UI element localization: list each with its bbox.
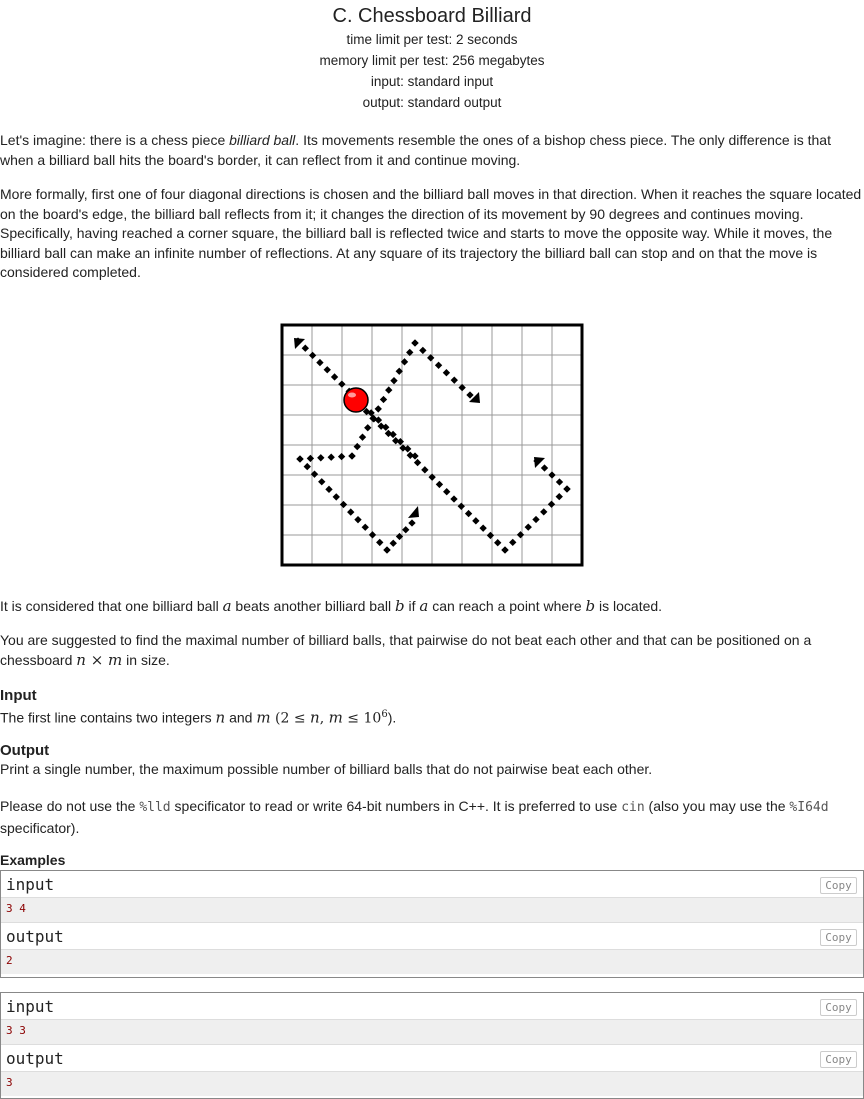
trajectory-dot: [304, 463, 311, 470]
output-label: output: [6, 927, 64, 946]
trajectory-dot: [309, 352, 316, 359]
trajectory-dot: [548, 501, 555, 508]
trajectory-dot: [465, 510, 472, 517]
trajectory-dot: [383, 546, 390, 553]
trajectory-dot: [348, 452, 355, 459]
var-a: a: [222, 597, 232, 615]
trajectory-dot: [369, 531, 376, 538]
example-output-header: [1, 1044, 863, 1072]
code-i64d: %I64d: [789, 800, 829, 815]
trajectory-dot: [541, 464, 548, 471]
board-size-math: n × m: [76, 650, 123, 669]
trajectory-dot: [324, 366, 331, 373]
var-n: n: [215, 708, 226, 727]
example-output-header: [1, 922, 863, 950]
trajectory-dot: [466, 391, 473, 398]
var-a: a: [419, 597, 429, 615]
trajectory-dot: [556, 478, 563, 485]
statement-paragraph-1: Let's imagine: there is a chess piece billiard ball. Its movements resemble the ones of a bishop chess piece. The only difference is that when a billiard ball hits the board's border, it can reflect from it and continue moving.: [0, 132, 831, 168]
trajectory-dot: [525, 523, 532, 530]
time-limit: time limit per test: 2 seconds: [346, 32, 518, 47]
var-m: m: [256, 708, 271, 727]
billiard-ball: [344, 388, 368, 412]
trajectory-dot: [375, 405, 382, 412]
trajectory-dot: [435, 362, 442, 369]
trajectory-dot: [380, 396, 387, 403]
trajectory-dot: [318, 478, 325, 485]
copy-button[interactable]: Copy: [820, 929, 857, 946]
trajectory-dot: [392, 437, 399, 444]
trajectory-dot: [354, 443, 361, 450]
trajectory-dot: [340, 501, 347, 508]
trajectory-dot: [316, 359, 323, 366]
examples-title: Examples: [0, 852, 66, 868]
trajectory-dot: [338, 380, 345, 387]
example-input-data: 3 4: [1, 898, 863, 922]
trajectory-dot: [359, 433, 366, 440]
billiard-ball-term: billiard ball: [229, 132, 296, 148]
trajectory-dot: [494, 539, 501, 546]
statement-paragraph-2: More formally, first one of four diagonal directions is chosen and the billiard ball moves in that direction. When it reaches the square located on the board's edge, the billiard ball reflects from it; it changes the direction of its movement by 90 degrees and continues moving. Specifically, having reached a corner square, the billiard ball is reflected twice and starts to move the opposite way. While it moves, the billiard ball can make an infinite number of reflections. At any square of its trajectory the billiard ball can stop and on that the move is considered completed.: [0, 186, 862, 280]
example-output-data: 3: [1, 1072, 863, 1096]
input-type: input: standard input: [370, 74, 494, 89]
trajectory-dot: [517, 531, 524, 538]
trajectory-dot: [333, 493, 340, 500]
input-section: [0, 686, 864, 729]
trajectory-dot: [458, 503, 465, 510]
trajectory-dot: [451, 376, 458, 383]
output-section: [0, 741, 864, 780]
trajectory-dot: [548, 471, 555, 478]
trajectory-dot: [328, 454, 335, 461]
trajectory-dot: [532, 516, 539, 523]
billiard-figure: [280, 323, 585, 569]
example-input-header: [1, 993, 863, 1020]
trajectory-dot: [540, 508, 547, 515]
trajectory-dot: [317, 454, 324, 461]
arrowhead-icon: [408, 506, 419, 518]
trajectory-dot: [563, 485, 570, 492]
var-b: b: [394, 597, 405, 615]
code-cin: cin: [621, 800, 645, 815]
trajectory-dot: [556, 493, 563, 500]
ball-highlight: [348, 393, 356, 398]
trajectory-dot: [364, 424, 371, 431]
code-lld: %lld: [139, 800, 171, 815]
specificator-note: Please do not use the %lld specificator to read or write 64-bit numbers in С++. It is preferred to use cin (also you may use the %I64d specificator).: [0, 798, 829, 836]
trajectory-dot: [414, 459, 421, 466]
trajectory-dot: [302, 345, 309, 352]
statement-paragraph-4: You are suggested to find the maximal number of billiard balls, that pairwise do not beat each other and that can be positioned on a chessboard n × m in size.: [0, 632, 812, 669]
output-type: output: standard output: [362, 95, 502, 110]
output-section-text: Print a single number, the maximum possible number of billiard balls that do not pairwise beat each other.: [0, 761, 653, 777]
trajectory-dot: [479, 524, 486, 531]
chessboard-diagram: [280, 323, 585, 569]
trajectory-dot: [354, 516, 361, 523]
problem-title: C. Chessboard Billiard: [332, 5, 532, 27]
input-label: input: [6, 875, 55, 894]
trajectory-dot: [509, 539, 516, 546]
trajectory-dot: [436, 481, 443, 488]
trajectory-dot: [338, 453, 345, 460]
trajectory-dot: [472, 517, 479, 524]
trajectory-dot: [501, 546, 508, 553]
trajectory-dot: [385, 386, 392, 393]
example-output-data: 2: [1, 950, 863, 974]
example-input-header: [1, 871, 863, 898]
trajectory-dot: [450, 495, 457, 502]
trajectory-dot: [331, 373, 338, 380]
input-label: input: [6, 997, 55, 1016]
trajectory-dot: [443, 369, 450, 376]
trajectory-dot: [443, 488, 450, 495]
trajectory-dot: [421, 466, 428, 473]
trajectory-dot: [402, 526, 409, 533]
output-section-title: Output: [0, 742, 50, 759]
trajectory-dot: [347, 508, 354, 515]
trajectory-dot: [487, 532, 494, 539]
input-section-title: Input: [0, 687, 37, 704]
trajectory-dot: [419, 347, 426, 354]
trajectory-dot: [307, 455, 314, 462]
output-label: output: [6, 1049, 64, 1068]
trajectory-dot: [296, 455, 303, 462]
trajectory-dot: [408, 519, 415, 526]
statement-paragraph-3: It is considered that one billiard ball a beats another billiard ball b if a can reach a point where b is located.: [0, 597, 663, 615]
input-section-text: The first line contains two integers n and m (2 ≤ n, $m \le 10^6$).: [0, 708, 397, 727]
trajectory-dot: [407, 452, 414, 459]
copy-button[interactable]: Copy: [820, 1051, 857, 1068]
trajectory-dot: [390, 377, 397, 384]
copy-button[interactable]: Copy: [820, 877, 857, 894]
trajectory-dot: [362, 524, 369, 531]
example-input-data: 3 3: [1, 1020, 863, 1044]
trajectory-dot: [390, 540, 397, 547]
memory-limit: memory limit per test: 256 megabytes: [319, 53, 545, 68]
var-b: b: [585, 597, 596, 615]
copy-button[interactable]: Copy: [820, 999, 857, 1016]
problem-header: [0, 0, 864, 113]
trajectory-dot: [325, 486, 332, 493]
trajectory-dot: [411, 339, 418, 346]
example-2: [0, 992, 864, 1099]
example-1: [0, 870, 864, 978]
trajectory-dot: [376, 539, 383, 546]
